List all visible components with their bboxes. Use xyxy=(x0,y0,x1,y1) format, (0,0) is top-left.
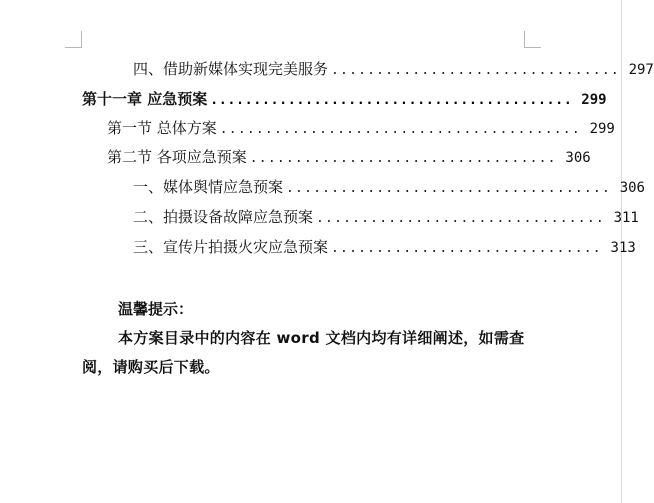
toc-entry-section xyxy=(107,117,615,139)
toc-page-number: 299 xyxy=(589,121,615,137)
toc-entry-title: 四、借助新媒体实现完美服务 xyxy=(133,60,329,78)
toc-page-number: 306 xyxy=(619,180,645,196)
toc-dot-leader: ................................ xyxy=(316,211,605,226)
toc-entry xyxy=(133,206,639,228)
toc-page-number: 299 xyxy=(581,92,607,108)
tip-heading: 温馨提示： xyxy=(118,300,194,318)
toc-entry-chapter xyxy=(82,88,607,110)
toc-dot-leader: ................................ xyxy=(331,63,620,78)
toc-page-number: 311 xyxy=(613,210,639,226)
tip-body: 本方案目录中的内容在 word 文档内均有详细阐述，如需查阅，请购买后下载。 xyxy=(82,329,525,376)
toc-entry-title: 三、宣传片拍摄火灾应急预案 xyxy=(133,238,329,256)
toc-dot-leader: .................................... xyxy=(286,181,611,196)
toc-entry-title: 第一节 总体方案 xyxy=(107,119,217,137)
toc-dot-leader: .............................. xyxy=(331,241,602,256)
toc-entry xyxy=(133,176,645,198)
toc-dot-leader: ........................................ xyxy=(219,122,581,137)
toc-dot-leader: .................................. xyxy=(249,151,557,166)
toc-entry-title: 第二节 各项应急预案 xyxy=(107,148,247,166)
toc-entry xyxy=(133,58,654,80)
toc-page-number: 306 xyxy=(565,150,591,166)
toc-entry-section xyxy=(107,146,591,168)
toc-entry-title: 一、媒体舆情应急预案 xyxy=(133,178,284,196)
toc-page-number: 297 xyxy=(628,62,654,78)
toc-entry xyxy=(133,236,636,258)
toc-entry-title: 第十一章 应急预案 xyxy=(82,90,208,108)
toc-page-number: 313 xyxy=(610,240,636,256)
toc-dot-leader: .......................................... xyxy=(210,93,573,108)
toc-entry-title: 二、拍摄设备故障应急预案 xyxy=(133,208,314,226)
top-left-margin-marker xyxy=(65,31,82,48)
top-right-margin-marker xyxy=(524,31,541,48)
